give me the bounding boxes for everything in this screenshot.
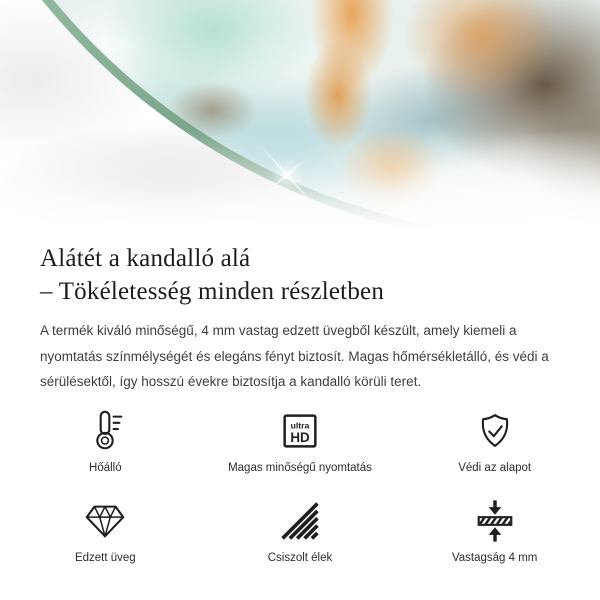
polished-edges-icon: [278, 497, 322, 545]
feature-polished-edges: [203, 497, 398, 565]
product-description: A termék kiváló minőségű, 4 mm vastag edzett üvegből készült, amely kiemeli a nyomtatás színmélységét és elegáns fényt biztosít. Magas hőmérsékletálló, és védi a sérülésektől, így hosszú évekre biztosítja a kandalló körüli teret.: [40, 323, 549, 389]
feature-print-quality: [203, 407, 398, 475]
photo-fade-overlay: [0, 0, 600, 236]
feature-thickness: [397, 497, 592, 565]
title-line-1: Alátét a kandalló alá: [40, 245, 251, 272]
thermometer-icon: [82, 407, 128, 455]
product-info-section: [0, 242, 600, 395]
feature-protects-base: [397, 407, 592, 475]
shield-check-icon: [472, 407, 518, 455]
feature-label: Vastagság 4 mm: [451, 551, 538, 564]
feature-label: Edzett üveg: [74, 551, 136, 564]
ultra-hd-badge-icon: [277, 407, 323, 455]
svg-text:ultra: ultra: [290, 420, 310, 431]
diamond-icon: [82, 497, 128, 545]
product-photo: [0, 0, 600, 236]
page-title: [40, 242, 560, 308]
feature-label: Hőálló: [89, 461, 122, 474]
title-line-2: – Tökéletesség minden részletben: [40, 278, 385, 305]
thickness-arrows-icon: [472, 497, 518, 545]
feature-tempered-glass: [8, 497, 203, 565]
feature-heat-resistant: [8, 407, 203, 475]
svg-text:HD: HD: [290, 429, 310, 445]
feature-label: Védi az alapot: [458, 461, 532, 474]
feature-grid: [0, 407, 600, 565]
feature-label: Magas minőségű nyomtatás: [228, 461, 372, 474]
feature-label: Csiszolt élek: [267, 551, 333, 564]
